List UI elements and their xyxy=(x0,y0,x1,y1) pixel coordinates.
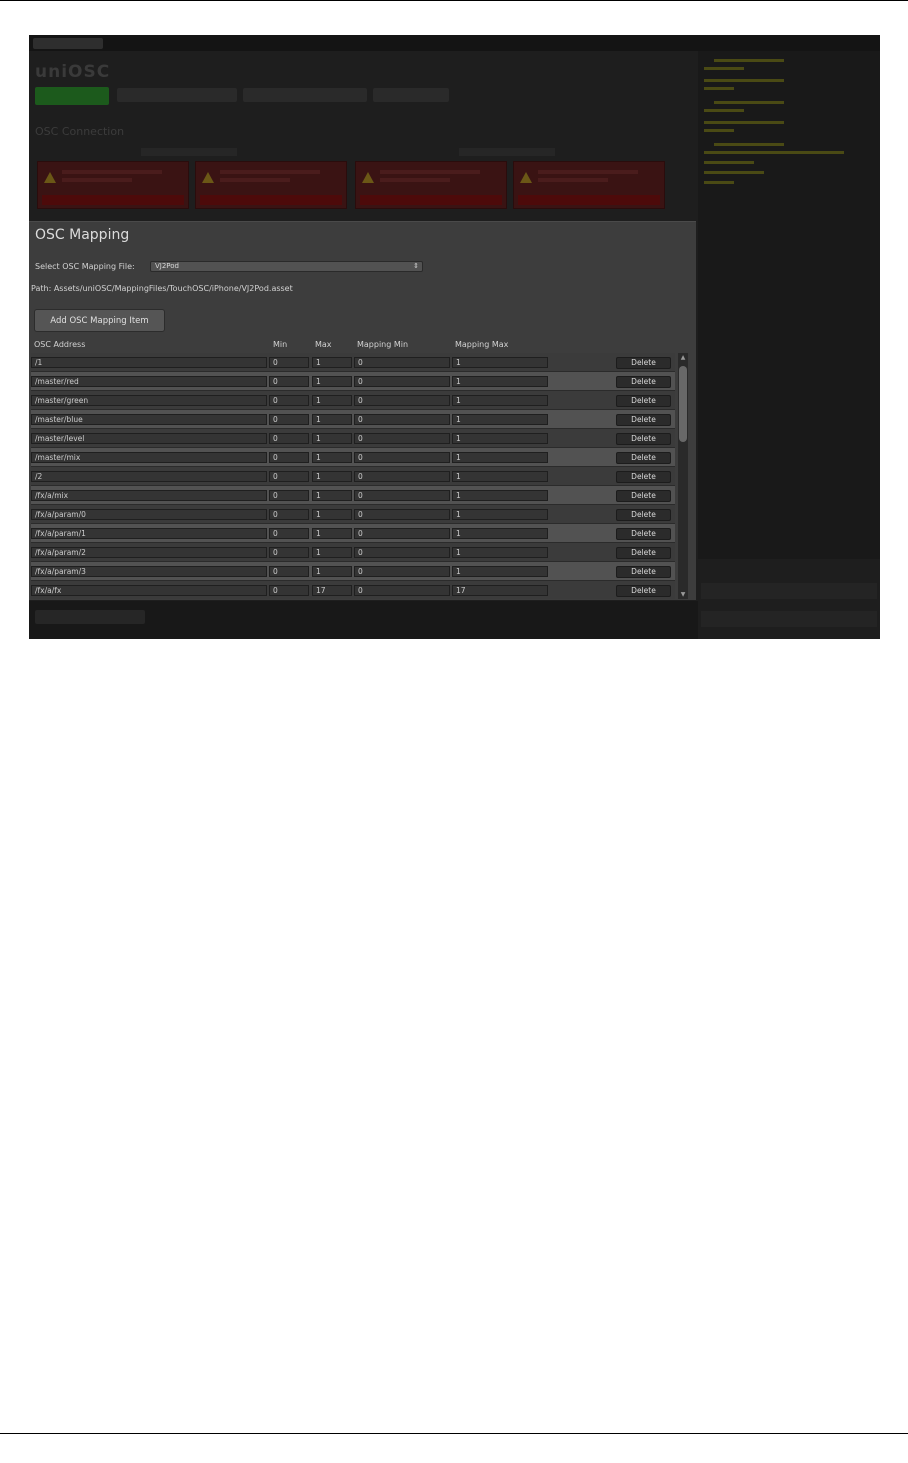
osc-address-field[interactable]: /fx/a/param/2 xyxy=(31,547,267,558)
bottom-toolbar-button[interactable] xyxy=(35,610,145,624)
mapping-max-field[interactable]: 1 xyxy=(452,509,548,520)
max-field[interactable]: 17 xyxy=(312,585,352,596)
table-row xyxy=(31,391,675,410)
mapping-min-field[interactable]: 0 xyxy=(354,528,450,539)
min-field[interactable]: 0 xyxy=(269,395,309,406)
delete-button[interactable]: Delete xyxy=(616,471,671,483)
mapping-min-field[interactable]: 0 xyxy=(354,357,450,368)
mapping-max-field[interactable]: 1 xyxy=(452,357,548,368)
min-field[interactable]: 0 xyxy=(269,509,309,520)
mapping-max-field[interactable]: 1 xyxy=(452,490,548,501)
add-mapping-item-button[interactable]: Add OSC Mapping Item xyxy=(34,309,165,332)
delete-button[interactable]: Delete xyxy=(616,585,671,597)
max-field[interactable]: 1 xyxy=(312,357,352,368)
vertical-scrollbar[interactable] xyxy=(678,353,688,599)
min-field[interactable]: 0 xyxy=(269,471,309,482)
mapping-max-field[interactable]: 1 xyxy=(452,547,548,558)
delete-button[interactable]: Delete xyxy=(616,357,671,369)
max-field[interactable]: 1 xyxy=(312,452,352,463)
max-field[interactable]: 1 xyxy=(312,414,352,425)
table-row xyxy=(31,505,675,524)
table-row xyxy=(31,372,675,391)
warning-box xyxy=(37,161,189,209)
mapping-max-field[interactable]: 1 xyxy=(452,452,548,463)
mapping-file-path: Path: Assets/uniOSC/MappingFiles/TouchOSC/iPhone/VJ2Pod.asset xyxy=(31,284,293,293)
osc-address-field[interactable]: /1 xyxy=(31,357,267,368)
min-field[interactable]: 0 xyxy=(269,566,309,577)
delete-button[interactable]: Delete xyxy=(616,376,671,388)
max-field[interactable]: 1 xyxy=(312,547,352,558)
osc-address-field[interactable]: /master/level xyxy=(31,433,267,444)
osc-address-field[interactable]: /fx/a/param/0 xyxy=(31,509,267,520)
clear-log-button[interactable] xyxy=(701,583,877,599)
delete-button[interactable]: Delete xyxy=(616,490,671,502)
table-row xyxy=(31,581,675,599)
warning-button[interactable] xyxy=(518,195,660,205)
warning-icon xyxy=(520,172,532,183)
table-row xyxy=(31,543,675,562)
column-header-mapping-max: Mapping Max xyxy=(455,340,509,349)
max-field[interactable]: 1 xyxy=(312,395,352,406)
mapping-max-field[interactable]: 1 xyxy=(452,433,548,444)
min-field[interactable]: 0 xyxy=(269,414,309,425)
max-field[interactable]: 1 xyxy=(312,566,352,577)
table-row xyxy=(31,410,675,429)
min-field[interactable]: 0 xyxy=(269,452,309,463)
warning-icon xyxy=(44,172,56,183)
mapping-min-field[interactable]: 0 xyxy=(354,566,450,577)
mapping-min-field[interactable]: 0 xyxy=(354,471,450,482)
mapping-table xyxy=(31,353,675,599)
min-field[interactable]: 0 xyxy=(269,433,309,444)
min-field[interactable]: 0 xyxy=(269,357,309,368)
table-row xyxy=(31,562,675,581)
osc-address-field[interactable]: /master/mix xyxy=(31,452,267,463)
column-header-osc-address: OSC Address xyxy=(34,340,86,349)
mapping-min-field[interactable]: 0 xyxy=(354,433,450,444)
osc-address-field[interactable]: /fx/a/mix xyxy=(31,490,267,501)
mapping-min-field[interactable]: 0 xyxy=(354,395,450,406)
osc-address-field[interactable]: /fx/a/fx xyxy=(31,585,267,596)
mapping-min-field[interactable]: 0 xyxy=(354,585,450,596)
mapping-file-select[interactable] xyxy=(150,261,423,272)
scroll-down-arrow-icon[interactable]: ▼ xyxy=(680,591,686,598)
min-field[interactable]: 0 xyxy=(269,585,309,596)
mapping-max-field[interactable]: 17 xyxy=(452,585,548,596)
osc-address-field[interactable]: /fx/a/param/3 xyxy=(31,566,267,577)
toolbar-tab-3[interactable] xyxy=(373,88,449,102)
delete-button[interactable]: Delete xyxy=(616,509,671,521)
column-header-max: Max xyxy=(315,340,332,349)
unity-editor-screenshot xyxy=(29,35,880,639)
mapping-file-label: Select OSC Mapping File: xyxy=(35,262,135,271)
osc-address-field[interactable]: /fx/a/param/1 xyxy=(31,528,267,539)
unioSC-logo: uniOSC xyxy=(35,62,111,82)
mapping-min-field[interactable]: 0 xyxy=(354,547,450,558)
toolbar-tab-2[interactable] xyxy=(243,88,367,102)
max-field[interactable]: 1 xyxy=(312,509,352,520)
table-row xyxy=(31,448,675,467)
connection-column-header xyxy=(141,148,237,156)
dropdown-arrow-icon: ⇕ xyxy=(413,262,419,270)
mapping-min-field[interactable]: 0 xyxy=(354,376,450,387)
table-row xyxy=(31,353,675,372)
osc-address-field[interactable]: /master/green xyxy=(31,395,267,406)
editor-tab-strip xyxy=(29,35,880,51)
osc-address-field[interactable]: /2 xyxy=(31,471,267,482)
min-field[interactable]: 0 xyxy=(269,547,309,558)
connection-column-header xyxy=(459,148,555,156)
column-header-min: Min xyxy=(273,340,288,349)
min-field[interactable]: 0 xyxy=(269,528,309,539)
console-log-panel xyxy=(698,51,880,559)
mapping-max-field[interactable]: 1 xyxy=(452,376,548,387)
delete-button[interactable]: Delete xyxy=(616,528,671,540)
mapping-max-field[interactable]: 1 xyxy=(452,414,548,425)
delete-button[interactable]: Delete xyxy=(616,433,671,445)
warning-icon xyxy=(362,172,374,183)
scrollbar-thumb[interactable] xyxy=(679,366,687,442)
scroll-up-arrow-icon[interactable]: ▲ xyxy=(680,354,686,361)
osc-address-field[interactable]: /master/red xyxy=(31,376,267,387)
mapping-min-field[interactable]: 0 xyxy=(354,509,450,520)
max-field[interactable]: 1 xyxy=(312,433,352,444)
mapping-min-field[interactable]: 0 xyxy=(354,452,450,463)
osc-connection-heading: OSC Connection xyxy=(35,125,125,138)
column-header-mapping-min: Mapping Min xyxy=(357,340,409,349)
table-row xyxy=(31,429,675,448)
mapping-file-value: VJ2Pod xyxy=(155,262,180,270)
mapping-max-field[interactable]: 1 xyxy=(452,395,548,406)
panel-title: OSC Mapping xyxy=(35,227,130,243)
warning-button[interactable] xyxy=(360,195,502,205)
close-button[interactable] xyxy=(701,611,877,627)
warning-box xyxy=(513,161,665,209)
warning-box xyxy=(195,161,347,209)
delete-button[interactable]: Delete xyxy=(616,414,671,426)
delete-button[interactable]: Delete xyxy=(616,566,671,578)
delete-button[interactable]: Delete xyxy=(616,452,671,464)
warning-button[interactable] xyxy=(42,195,184,205)
osc-address-field[interactable]: /master/blue xyxy=(31,414,267,425)
connect-button[interactable] xyxy=(35,87,109,105)
delete-button[interactable]: Delete xyxy=(616,547,671,559)
table-row xyxy=(31,524,675,543)
mapping-min-field[interactable]: 0 xyxy=(354,414,450,425)
osc-mapping-panel xyxy=(29,221,696,600)
page-top-rule xyxy=(0,0,908,1)
mapping-max-field[interactable]: 1 xyxy=(452,471,548,482)
table-row xyxy=(31,486,675,505)
max-field[interactable]: 1 xyxy=(312,490,352,501)
table-row xyxy=(31,467,675,486)
max-field[interactable]: 1 xyxy=(312,471,352,482)
min-field[interactable]: 0 xyxy=(269,490,309,501)
editor-tab[interactable] xyxy=(33,38,103,49)
warning-button[interactable] xyxy=(200,195,342,205)
mapping-min-field[interactable]: 0 xyxy=(354,490,450,501)
mapping-max-field[interactable]: 1 xyxy=(452,528,548,539)
warning-box xyxy=(355,161,507,209)
warning-icon xyxy=(202,172,214,183)
toolbar-tab-1[interactable] xyxy=(117,88,237,102)
mapping-max-field[interactable]: 1 xyxy=(452,566,548,577)
max-field[interactable]: 1 xyxy=(312,528,352,539)
page-bottom-rule xyxy=(0,1433,908,1434)
min-field[interactable]: 0 xyxy=(269,376,309,387)
delete-button[interactable]: Delete xyxy=(616,395,671,407)
max-field[interactable]: 1 xyxy=(312,376,352,387)
